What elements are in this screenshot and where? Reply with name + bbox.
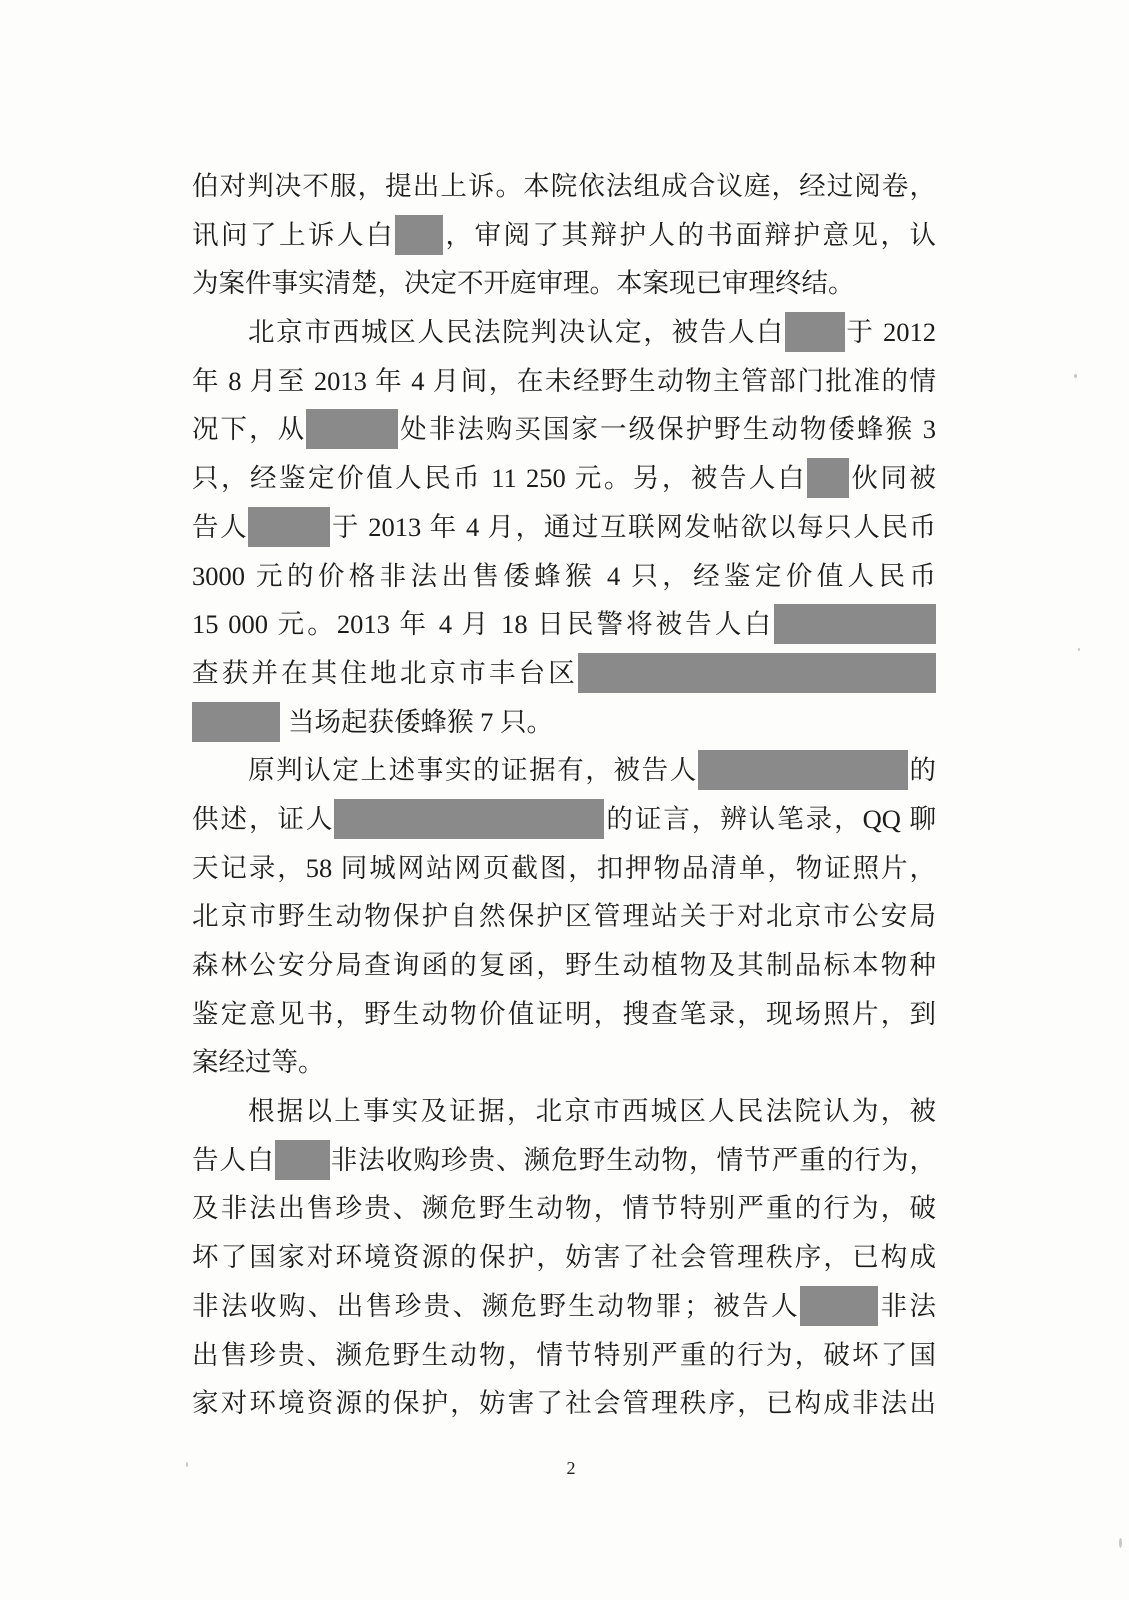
page-number: 2 [566,1458,576,1478]
text-line [192,1282,936,1331]
text-line [192,941,936,990]
text-line [192,1136,936,1185]
text-line [192,1331,936,1380]
text-line [192,211,936,260]
text-segment: 非法 [878,1290,937,1321]
paragraph [192,162,936,308]
text-segment: 当场起获倭蜂猴 7 只。 [288,706,553,737]
text-line [192,552,936,601]
text-line [192,600,936,649]
redaction-box [192,702,280,742]
text-segment: 于 2013 年 4 月，通过互联网发帖欲以每只人民币 [330,511,937,542]
text-segment: 原判认定上述事实的证据有，被告人 [248,755,698,786]
text-line [192,1233,936,1282]
text-segment: 案经过等。 [192,1047,325,1078]
text-segment: 伙同被 [848,463,936,494]
text-segment: 处非法购买国家一级保护野生动物倭蜂猴 3 [398,414,936,445]
text-segment: 况下，从 [192,414,307,445]
text-segment: 伯对判决不服，提出上诉。本院依法组成合议庭，经过阅卷， [192,171,936,201]
redaction-box [306,409,398,449]
text-line [192,990,936,1039]
text-line [192,844,936,893]
paragraph [192,746,936,1087]
text-segment: 根据以上事实及证据，北京市西城区人民法院认为，被 [248,1096,936,1127]
text-segment: 于 2012 [844,317,937,348]
text-line [192,1038,936,1087]
redaction-box [334,799,604,839]
scan-speck [186,1462,188,1467]
text-segment: 北京市野生动物保护自然保护区管理站关于对北京市公安局 [192,901,936,932]
text-segment: 出售珍贵、濒危野生动物，情节特别严重的行为，破坏了国 [192,1339,936,1370]
text-line [192,308,936,357]
text-line [192,405,936,454]
redaction-box [774,604,936,644]
text-segment: 告人 [192,511,249,542]
text-line [192,649,936,698]
redaction-box [785,312,845,352]
text-segment: 坏了国家对环境资源的保护，妨害了社会管理秩序，已构成 [192,1242,936,1273]
text-segment: 15 000 元。2013 年 4 月 18 日民警将被告人白 [192,609,774,640]
text-segment: 及非法出售珍贵、濒危野生动物，情节特别严重的行为，破 [192,1193,936,1224]
redaction-box [578,653,936,693]
text-segment: 家对环境资源的保护，妨害了社会管理秩序，已构成非法出 [192,1388,936,1419]
paragraph [192,308,936,746]
text-segment: 讯问了上诉人白 [192,219,395,250]
text-line [192,795,936,844]
text-segment: 的 [907,755,937,786]
text-segment: 供述，证人 [192,803,335,834]
text-line [192,746,936,795]
text-line [192,1379,936,1428]
text-line [192,162,936,211]
text-segment: 鉴定意见书，野生动物价值证明，搜查笔录，现场照片，到 [192,998,936,1029]
scan-speck [1074,374,1077,378]
text-segment: 年 8 月至 2013 年 4 月间，在未经野生动物主管部门批准的情 [192,365,936,396]
text-segment: 森林公安分局查询函的复函，野生动植物及其制品标本物种 [192,950,936,980]
text-segment: 非法收购、出售珍贵、濒危野生动物罪；被告人 [192,1290,801,1321]
text-line [192,1087,936,1136]
redaction-box [800,1286,878,1326]
scan-speck [1078,648,1080,651]
redaction-box [248,507,330,547]
scan-speck [1119,1538,1122,1548]
text-line [192,454,936,503]
text-segment: 查获并在其住地北京市丰台区 [192,657,578,688]
text-segment: ，审阅了其辩护人的书面辩护意见，认 [443,219,936,250]
text-segment: 为案件事实清楚，决定不开庭审理。本案现已审理终结。 [192,268,855,299]
text-segment: 天记录，58 同城网站网页截图，扣押物品清单，物证照片， [192,852,936,883]
text-line [192,892,936,941]
text-segment: 的证言，辨认笔录，QQ 聊 [604,803,936,834]
judgment-body-text [192,162,936,1428]
text-segment: 北京市西城区人民法院判决认定，被告人白 [248,317,785,348]
text-line [192,1184,936,1233]
paragraph [192,1087,936,1428]
redaction-box [275,1140,330,1180]
text-line [192,357,936,406]
redaction-box [395,215,443,255]
text-segment: 非法收购珍贵、濒危野生动物，情节严重的行为， [329,1144,937,1175]
text-segment: 告人白 [192,1144,275,1175]
text-segment: 3000 元的价格非法出售倭蜂猴 4 只，经鉴定价值人民币 [192,560,936,591]
text-line [192,259,936,308]
text-line [192,503,936,552]
redaction-box [807,458,849,498]
redaction-box [698,750,908,790]
text-line [192,698,936,747]
text-segment: 只，经鉴定价值人民币 11 250 元。另，被告人白 [192,463,807,494]
